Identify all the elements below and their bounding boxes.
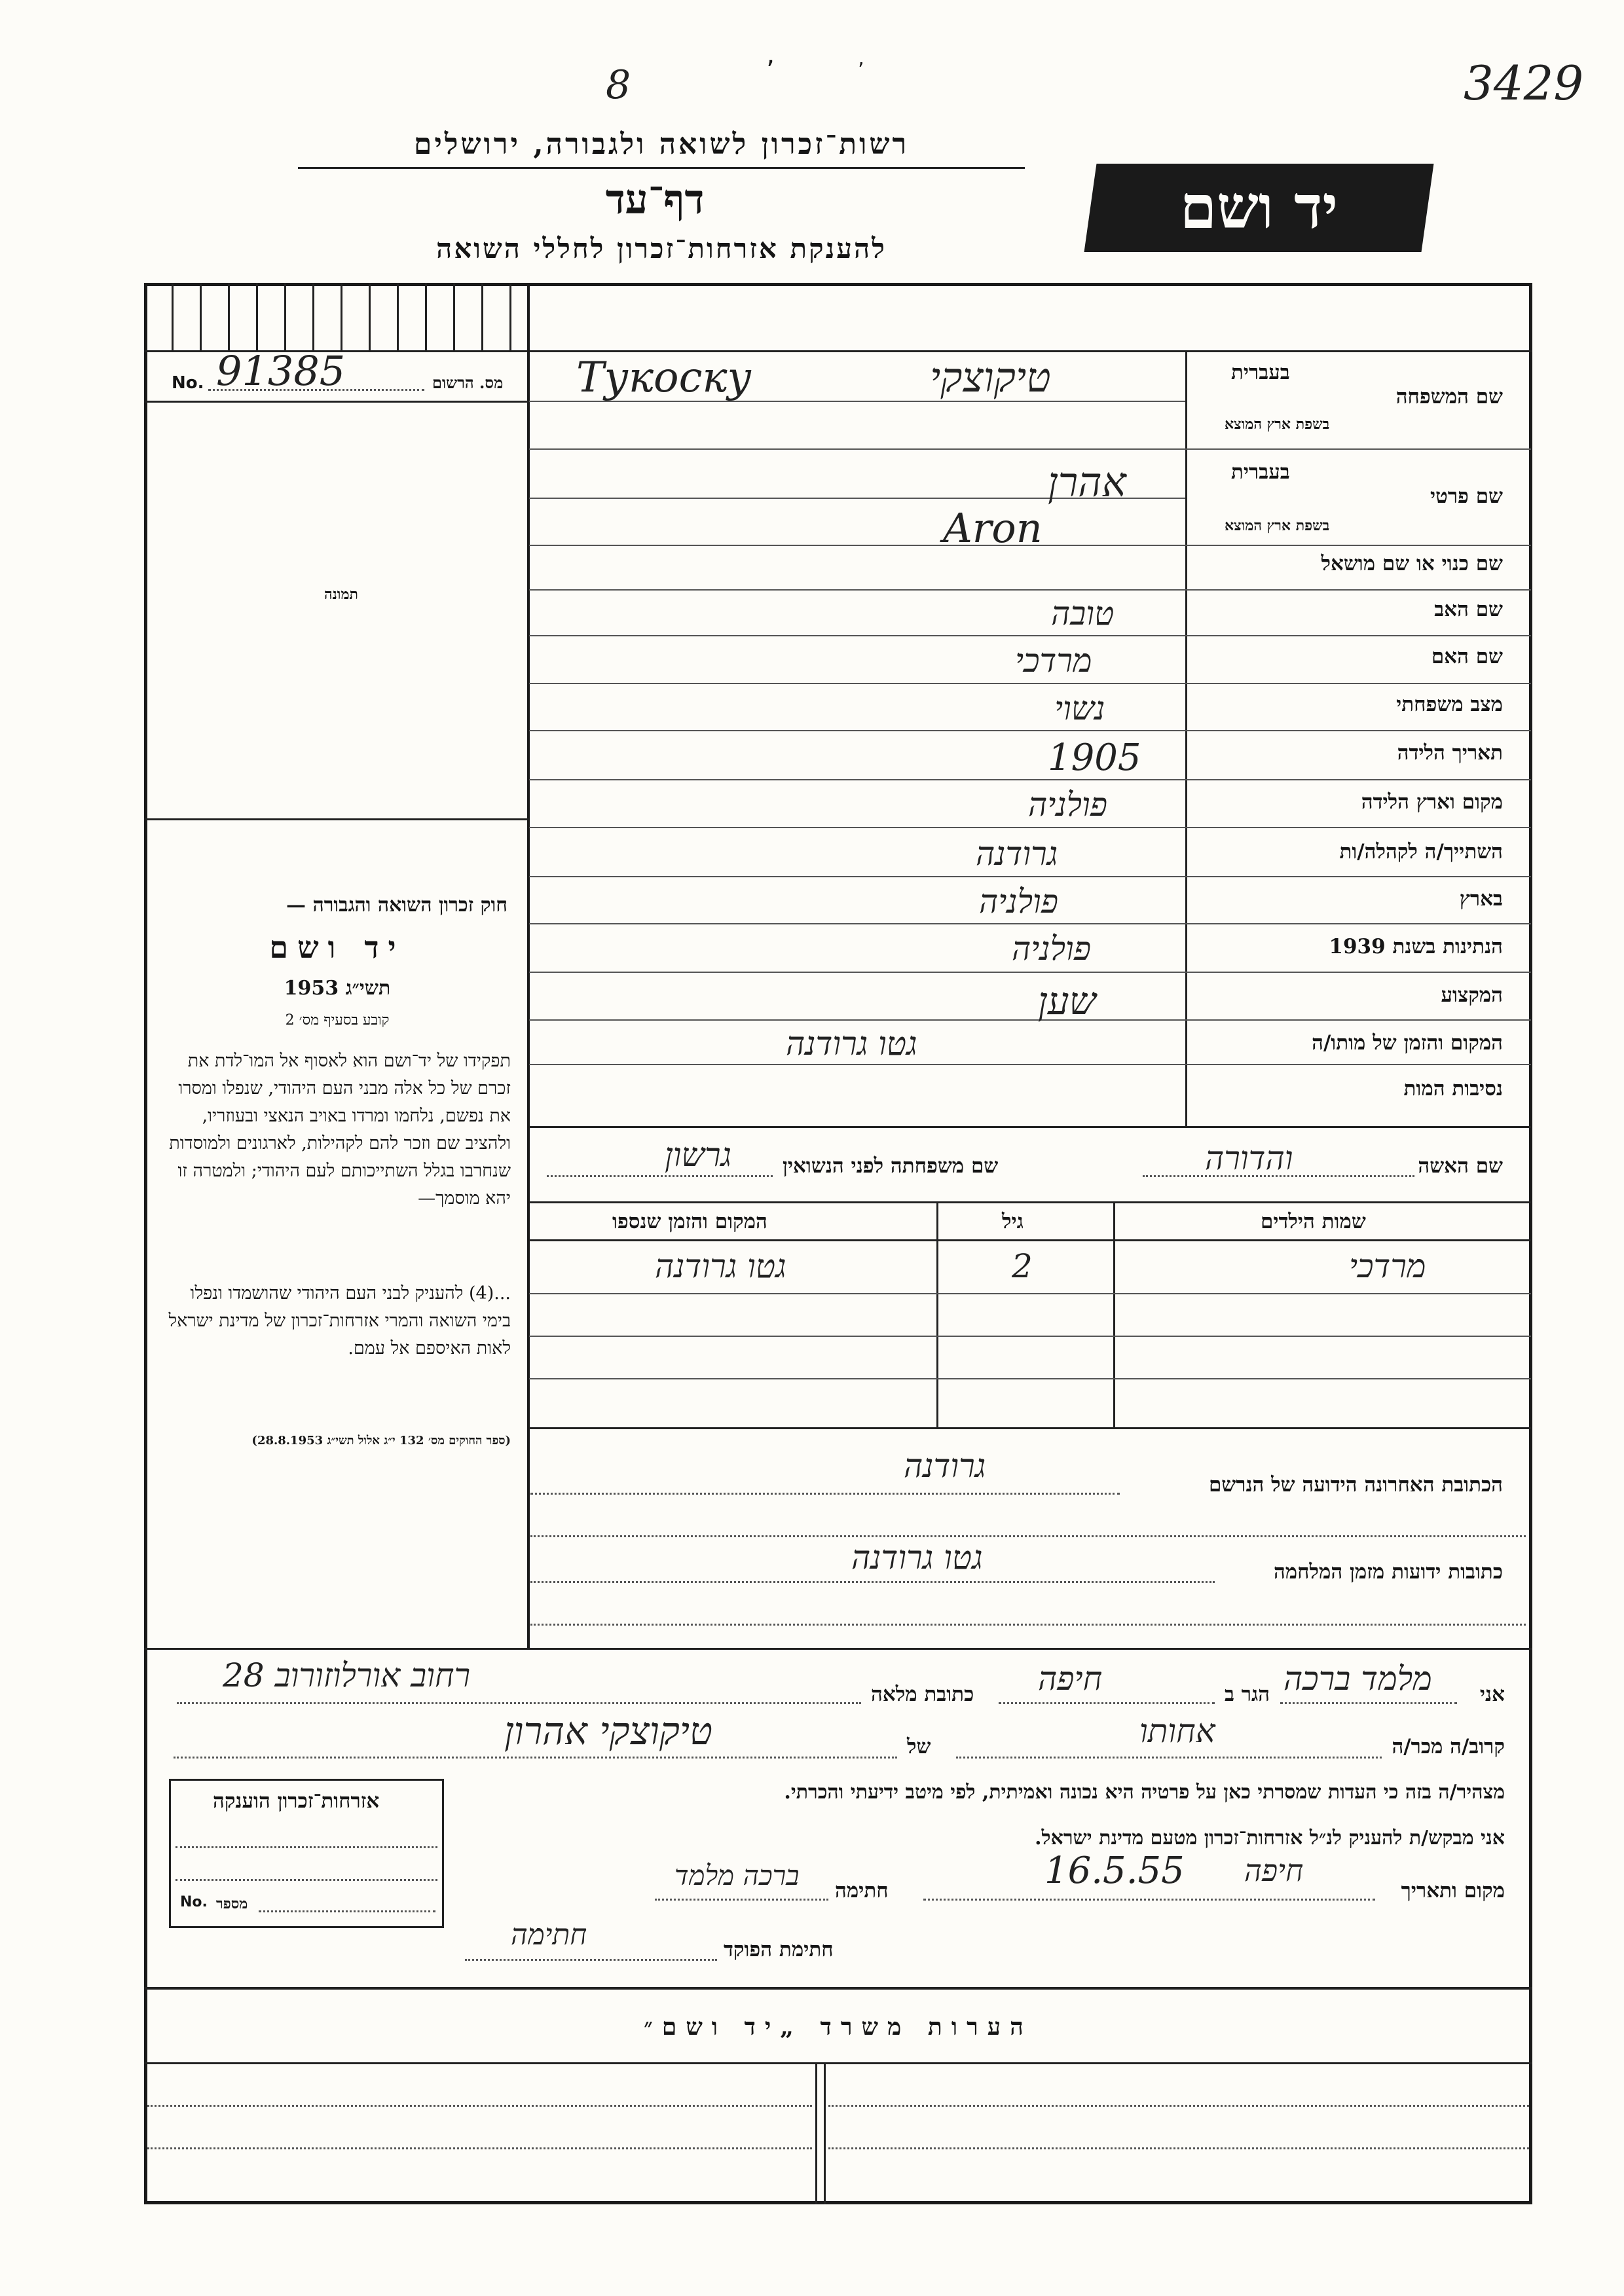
citizenship-dots — [175, 1846, 437, 1848]
mother-name-value[interactable]: מרדכי — [1015, 642, 1092, 680]
place-date-dots — [923, 1899, 1375, 1901]
label-divider — [1185, 350, 1187, 1126]
label-full-address: כתובת מלאה — [871, 1683, 974, 1706]
top-strip-line — [144, 350, 1532, 352]
section-line — [529, 1427, 1531, 1429]
row-line — [529, 876, 1531, 877]
row-line — [529, 1064, 1531, 1065]
table-row-line — [529, 1378, 1531, 1379]
section-line — [529, 1126, 1531, 1128]
row-line — [529, 779, 1531, 780]
submitter-city-value[interactable]: חיפה — [1038, 1660, 1103, 1698]
citizenship-dots — [175, 1879, 437, 1881]
form-subtitle: להענקת אזרחות־זכרון לחללי השואה — [436, 232, 887, 264]
child-name-value[interactable]: מרדכי — [1349, 1247, 1426, 1285]
wartime-address-value[interactable]: גטו גרודנה — [851, 1539, 983, 1576]
archive-number: 3429 — [1464, 56, 1584, 111]
wartime-address-dots — [530, 1581, 1215, 1583]
law-year: תשי״ג 1953 — [284, 977, 391, 1000]
label-children-death: המקום והזמן שנספו — [612, 1210, 767, 1233]
registration-number[interactable]: 91385 — [216, 347, 346, 395]
table-row-line — [529, 1336, 1531, 1337]
citizenship-box-title: אזרחות־זכרון הוענקה — [213, 1789, 380, 1813]
label-profession: המקצוע — [1441, 983, 1503, 1007]
section-line — [529, 1201, 1531, 1203]
children-col-divider — [936, 1201, 938, 1427]
law-citation: (ספר החוקים מס׳ 132 י״ג אלול תשי״ג 28.8.1953) — [251, 1434, 511, 1448]
strip-cell — [341, 283, 342, 350]
country-value[interactable]: פולניה — [979, 883, 1059, 920]
column-divider — [527, 283, 530, 1648]
top-mark: 8 — [606, 62, 631, 108]
law-clause: קובע בסעיף מס׳ 2 — [285, 1012, 390, 1029]
father-name-value[interactable]: טובה — [1051, 594, 1115, 632]
strip-cell — [453, 283, 455, 350]
label-relation: קרוב/ה מכר/ה — [1392, 1735, 1505, 1758]
remarks-title: הערות משרד „יד ושם״ — [644, 2013, 1033, 2041]
wife-name-value[interactable]: והדורה — [1205, 1139, 1293, 1177]
law-clause-4: ...(4) להעניק לבני העם היהודי שהושמדו ונפלו בימי השואה והמרי אזרחות־זכרון של מדינת ישראל לאות האיספם אל עמם. — [168, 1283, 511, 1358]
relation-value[interactable]: אחותו — [1139, 1712, 1215, 1750]
officer-dots — [465, 1959, 717, 1961]
label-native-language: בשפת ארץ המוצא — [1225, 517, 1330, 534]
remarks-dots — [147, 2147, 812, 2149]
row-line — [529, 730, 1531, 731]
section-line — [144, 1648, 1532, 1650]
child-death-value[interactable]: גטו גרודנה — [655, 1247, 786, 1285]
form-title: דף־עד — [605, 175, 705, 223]
law-org: יד ושם — [269, 930, 405, 965]
signature-dots — [655, 1899, 828, 1901]
place-value[interactable]: חיפה — [1244, 1853, 1304, 1888]
label-citizenship-1939: הנתינות בשנת 1939 — [1329, 935, 1503, 958]
children-col-divider — [1113, 1201, 1115, 1427]
ink-mark: ʼ — [766, 56, 775, 86]
strip-cell — [172, 283, 174, 350]
label-of: של — [907, 1735, 931, 1758]
section-line — [144, 1987, 1532, 1990]
citizenship-number-label: מספר — [216, 1895, 248, 1912]
citizenship-value[interactable]: פולניה — [1012, 930, 1092, 968]
dots-line — [530, 1535, 1526, 1537]
label-i: אני — [1479, 1683, 1505, 1706]
submitter-name-value[interactable]: מלמד ברכה — [1283, 1660, 1432, 1698]
ink-mark: ʼ — [858, 59, 864, 82]
label-place-date: מקום ותאריך — [1401, 1879, 1505, 1903]
row-line — [529, 972, 1531, 973]
label-resides: הגר ב — [1225, 1683, 1270, 1706]
logo: יד ושם — [1179, 173, 1338, 242]
label-family-name: שם המשפחה — [1395, 385, 1503, 409]
label-wartime-addresses: כתובות ידועות מזמן המלחמה — [1273, 1560, 1503, 1584]
statement-1: מצהיר/ה בזה כי העדות שמסרתי כאן על פרטיה היא נכונה ואמיתית, לפי מיטב ידיעתי והכרתי. — [784, 1781, 1505, 1804]
label-birth-date: תאריך הלידה — [1397, 741, 1503, 765]
row-line — [529, 635, 1531, 636]
label-community: השתייך/ה לקהלה/ות — [1339, 840, 1503, 864]
label-age: גיל — [1002, 1210, 1024, 1233]
no-label: No. — [172, 373, 204, 393]
strip-cell — [369, 283, 371, 350]
strip-cell — [256, 283, 258, 350]
last-address-value[interactable]: גרודנה — [904, 1447, 986, 1485]
label-marital-status: מצב משפחתי — [1396, 693, 1503, 716]
strip-cell — [397, 283, 399, 350]
birth-place-value[interactable]: פולניה — [1028, 786, 1108, 824]
remarks-dots — [828, 2147, 1529, 2149]
relative-dots — [174, 1757, 897, 1758]
statement-2: אני מבקש/ת להעניק לנ״ל אזרחות־זכרון מטעם מדינת ישראל. — [1035, 1827, 1505, 1850]
authority-name: רשות־זכרון לשואה ולגבורה, ירושלים — [413, 128, 910, 161]
row-line — [529, 683, 1531, 684]
header-underline — [298, 167, 1025, 169]
remarks-dots — [828, 2105, 1529, 2107]
label-death-circumstances: נסיבות המות — [1403, 1077, 1503, 1101]
photo-label: תמונה — [324, 586, 358, 603]
submitter-signature[interactable]: ברכה מלמד — [674, 1859, 800, 1891]
citizenship-dots — [259, 1910, 435, 1912]
label-birth-place: מקום וארץ הלידה — [1361, 790, 1503, 814]
first-name-native[interactable]: Aron — [943, 504, 1043, 552]
label-native-language: בשפת ארץ המוצא — [1225, 416, 1330, 433]
first-name-hebrew[interactable]: אהרן — [1048, 458, 1126, 506]
family-name-native[interactable]: Тукоску — [576, 354, 752, 402]
family-name-hebrew[interactable]: טיקוצקי — [930, 354, 1051, 401]
profession-value[interactable]: שען — [1038, 979, 1096, 1023]
row-line — [529, 448, 1531, 450]
label-officer-signature: חתימת הפוקד — [724, 1938, 834, 1961]
label-wife-name: שם האשה — [1418, 1154, 1503, 1178]
submitter-dots — [1280, 1702, 1457, 1704]
city-dots — [999, 1702, 1215, 1704]
strip-cell — [481, 283, 483, 350]
strip-cell — [228, 283, 230, 350]
label-country: בארץ — [1459, 887, 1503, 911]
maiden-name-dots — [547, 1175, 773, 1177]
marital-status-value[interactable]: נשוי — [1054, 689, 1105, 727]
strip-cell — [284, 283, 286, 350]
law-paragraph: תפקידו של יד־ושם הוא לאסוף אל המו־לדת את זכרם של כל אלה מבני העם היהודי, שנפלו ומסרו את נפשם, נלחמו ומרדו באויב הנאצי ובעוזריו, ולהציב שם וזכר להם לקהילות, לארגונים ולמוסדות שנחרבו בגלל השתייכותם לעם היהודי; ולמטרה זו יהא מוסמך— — [169, 1051, 511, 1209]
strip-cell — [509, 283, 511, 350]
label-mother-name: שם האם — [1431, 645, 1503, 668]
officer-signature: חתימה — [511, 1918, 587, 1952]
registration-label: מס. הרשום — [432, 373, 504, 392]
label-maiden-name: שם משפחתה לפני הנשואין — [783, 1154, 999, 1178]
remarks-dots — [147, 2105, 812, 2107]
strip-cell — [312, 283, 314, 350]
table-row-line — [529, 1293, 1531, 1294]
label-last-address: הכתובת האחרונה הידועה של הנרשם — [1208, 1473, 1503, 1497]
remarks-divider — [824, 2062, 826, 2204]
label-father-name: שם האב — [1434, 598, 1503, 621]
relation-dots — [956, 1757, 1382, 1758]
law-title: חוק זכרון השואה והגבורה — — [286, 894, 507, 917]
registration-line — [144, 401, 529, 403]
photo-box-bottom — [144, 818, 529, 820]
row-line — [529, 589, 1531, 591]
logo-box — [1084, 164, 1434, 252]
date-value[interactable]: 16.5.55 — [1044, 1850, 1185, 1892]
community-value[interactable]: גרודנה — [976, 835, 1058, 873]
dots-line — [530, 1624, 1526, 1626]
wife-maiden-name-value[interactable]: גרשון — [665, 1136, 732, 1174]
label-in-hebrew: בעברית — [1231, 460, 1290, 484]
row-line — [529, 1019, 1531, 1021]
address-dots — [177, 1702, 861, 1704]
row-line — [529, 923, 1531, 924]
citizenship-no-label: No. — [180, 1894, 208, 1910]
table-header-line — [529, 1239, 1531, 1241]
strip-cell — [200, 283, 202, 350]
birth-date-value[interactable]: 1905 — [1048, 737, 1141, 779]
submitter-address-value[interactable]: רחוב אורלוזורוב 28 — [223, 1656, 471, 1694]
relative-of-value[interactable]: טיקוצקי אהרון — [504, 1709, 713, 1753]
label-children-names: שמות הילדים — [1261, 1210, 1366, 1233]
child-age-value[interactable]: 2 — [1012, 1247, 1033, 1285]
strip-cell — [425, 283, 427, 350]
label-first-name: שם פרטי — [1430, 484, 1503, 508]
remarks-divider — [815, 2062, 817, 2204]
death-place-value[interactable]: גטו גרודנה — [786, 1025, 917, 1063]
label-signature: חתימה — [835, 1879, 889, 1903]
row-line — [529, 827, 1531, 828]
last-address-dots — [530, 1493, 1120, 1495]
label-nickname: שם כנוי או שם מושאל — [1321, 552, 1503, 575]
label-death-place-time: המקום והזמן של מותו/ה — [1312, 1031, 1503, 1055]
section-line — [144, 2062, 1532, 2064]
label-in-hebrew: בעברית — [1231, 361, 1290, 384]
